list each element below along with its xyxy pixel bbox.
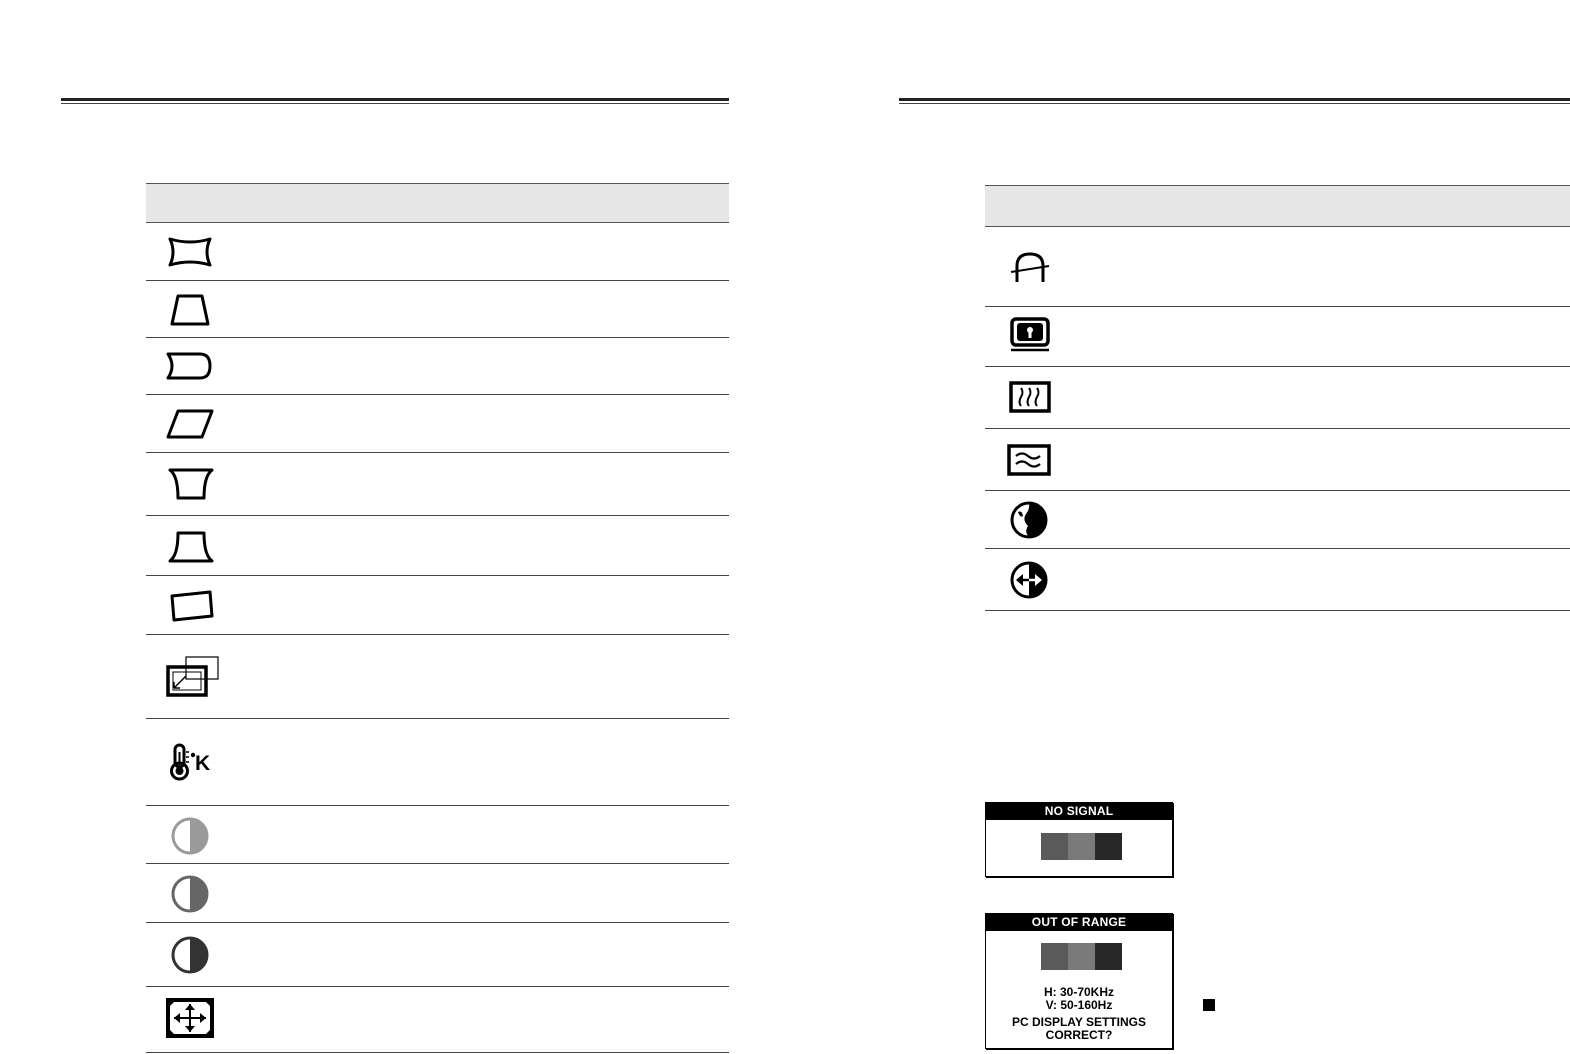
osd-title: OUT OF RANGE [986,914,1172,931]
side-pincushion-balance-icon [164,350,214,382]
bottom-corner-icon [166,529,216,565]
osd-question-line1: PC DISPLAY SETTINGS [1011,1015,1147,1029]
table-row-divider [985,306,1570,307]
osd-color-swatches [1041,833,1122,860]
osd-title: NO SIGNAL [986,803,1172,820]
swatch-black [1095,833,1122,860]
no-signal-osd-box [985,802,1173,877]
osd-color-swatches [1041,943,1122,970]
osd-v-frequency: V: 50-160Hz [1045,998,1113,1012]
language-icon [1008,248,1052,288]
swatch-mid [1068,943,1095,970]
right-icon-table [985,0,1570,620]
bullet-square [1203,999,1215,1011]
table-row-divider [146,394,729,395]
table-row-divider [985,610,1570,611]
pincushion-icon [166,236,214,268]
swatch-dark [1041,833,1068,860]
contrast-mid-icon [170,874,210,914]
table-row-divider [146,337,729,338]
table-row-divider [146,634,729,635]
swatch-mid [1068,833,1095,860]
color-temperature-unit-label: K [195,752,211,775]
contrast-high-icon [170,935,210,975]
parallelogram-icon [164,408,216,440]
trapezoid-icon [166,293,214,327]
table-row-divider [146,863,729,864]
swatch-dark [1041,943,1068,970]
table-row-divider [146,575,729,576]
degauss-globe-icon [1008,500,1050,540]
zoom-icon [164,654,222,700]
recall-arrow-icon [1008,560,1050,600]
osd-screen-icon [1008,316,1052,356]
left-table-header [146,183,729,223]
table-row-divider [146,986,729,987]
contrast-low-icon [170,816,210,856]
table-row-divider [985,428,1570,429]
left-icon-table [146,0,729,1054]
table-row-divider [146,280,729,281]
table-row-divider [985,366,1570,367]
table-row-divider [146,805,729,806]
right-table-header [985,185,1570,227]
table-row-divider [146,515,729,516]
table-row-divider [146,718,729,719]
rotation-icon [166,588,218,624]
table-row-divider [146,922,729,923]
swatch-black [1095,943,1122,970]
size-position-icon [164,996,216,1040]
table-row-divider [985,548,1570,549]
table-row-divider [146,452,729,453]
table-row-divider [146,1052,729,1053]
table-row-divider [985,490,1570,491]
osd-question-line2: CORRECT? [1045,1028,1113,1042]
osd-h-frequency: H: 30-70KHz [1043,985,1115,999]
top-corner-icon [166,466,216,502]
vertical-moire-icon [1006,441,1054,479]
out-of-range-osd-box [985,913,1173,1049]
horizontal-moire-icon [1008,378,1054,416]
